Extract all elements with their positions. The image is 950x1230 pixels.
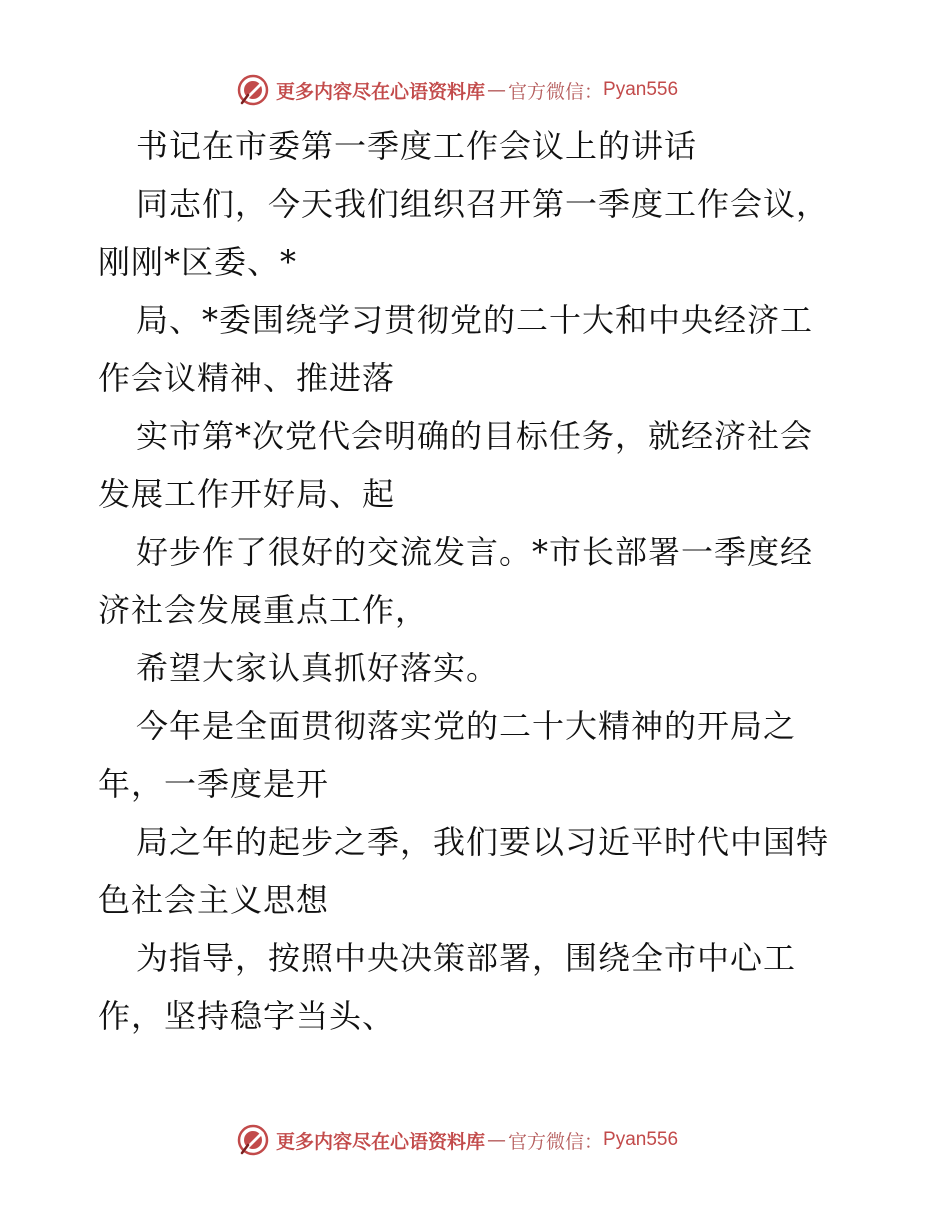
text-line: 希望大家认真抓好落实。 — [136, 649, 500, 687]
watermark-separator: — — [487, 79, 507, 101]
text-line: 年，一季度是开 — [98, 765, 330, 803]
text-line: 济社会发展重点工作， — [98, 591, 429, 629]
text-line: 实市第*次党代会明确的目标任务，就经济社会 — [136, 417, 814, 455]
text-line: 发展工作开好局、起 — [98, 475, 396, 513]
text-line: 局之年的起步之季，我们要以习近平时代中国特 — [136, 823, 830, 861]
header-watermark — [236, 72, 678, 108]
watermark-separator: — — [487, 1129, 507, 1151]
document-title: 书记在市委第一季度工作会议上的讲话 — [136, 127, 698, 165]
text-line: 同志们，今天我们组织召开第一季度工作会议， — [136, 185, 830, 223]
text-line: 局、*委围绕学习贯彻党的二十大和中央经济工 — [136, 301, 814, 339]
watermark-brand-text: 更多内容尽在心语资料库 — [276, 80, 486, 103]
text-line: 为指导，按照中央决策部署，围绕全市中心工 — [136, 939, 797, 977]
text-line: 今年是全面贯彻落实党的二十大精神的开局之 — [136, 707, 797, 745]
text-line: 好步作了很好的交流发言。*市长部署一季度经 — [136, 533, 814, 571]
quill-logo-icon — [236, 73, 270, 107]
footer-watermark — [236, 1122, 678, 1158]
text-line: 作会议精神、推进落 — [98, 359, 396, 397]
text-line: 作，坚持稳字当头、 — [98, 997, 396, 1035]
watermark-brand-text: 更多内容尽在心语资料库 — [276, 1130, 486, 1153]
watermark-wechat-label: 官方微信： — [508, 80, 604, 103]
watermark-wechat-label: 官方微信： — [508, 1130, 604, 1153]
text-line: 色社会主义思想 — [98, 881, 330, 919]
document-body — [98, 117, 868, 1045]
watermark-wechat-id: Pyan556 — [603, 79, 679, 100]
watermark-wechat-id: Pyan556 — [603, 1129, 679, 1150]
text-line: 刚刚*区委、* — [98, 243, 298, 281]
quill-logo-icon — [236, 1123, 270, 1157]
